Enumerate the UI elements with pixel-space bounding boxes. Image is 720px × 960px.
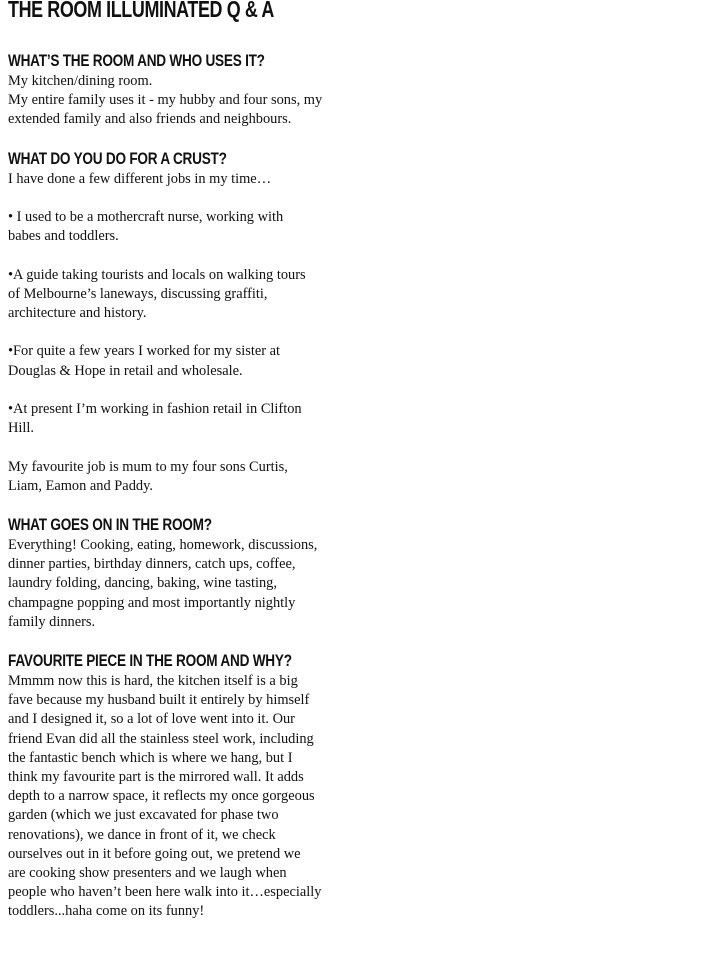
answer-line: renovations), we dance in front of it, we check [8, 826, 276, 843]
answer-line: Douglas & Hope in retail and wholesale. [8, 362, 243, 379]
answer-line: Everything! Cooking, eating, homework, discussions, [8, 536, 318, 553]
answer-line: •For quite a few years I worked for my sister at [8, 343, 280, 360]
answer-line: • I used to be a mothercraft nurse, working with [8, 209, 284, 225]
qa-section [8, 515, 380, 632]
paragraph-gap [8, 438, 380, 457]
answer-line: babes and toddlers. [8, 228, 119, 245]
answer-line: ourselves out in it before going out, we pretend we [8, 845, 301, 862]
paragraph-gap [8, 246, 380, 265]
question-heading: WHAT’S THE ROOM AND WHO USES IT? [8, 51, 265, 70]
qa-section [8, 651, 380, 922]
answer-line: I have done a few different jobs in my time… [8, 170, 272, 187]
answer-line: Hill. [8, 420, 34, 437]
answer-line: family dinners. [8, 613, 96, 630]
answer-line: are cooking show presenters and we laugh when [8, 865, 287, 882]
answer-line: My entire family uses it - my hubby and four sons, my [8, 92, 323, 109]
paragraph-gap [8, 189, 380, 208]
answer-line: Liam, Eamon and Paddy. [8, 477, 153, 494]
answer-line: fave because my husband built it entirely by himself [8, 692, 310, 709]
question-heading: WHAT DO YOU DO FOR A CRUST? [8, 148, 227, 168]
answer-line: •A guide taking tourists and locals on walking tours [8, 266, 306, 283]
qa-sections [8, 51, 380, 922]
answer-line: extended family and also friends and neighbours. [8, 111, 292, 128]
answer-line: Mmmm now this is hard, the kitchen itself is a big [8, 673, 298, 689]
answer-line: champagne popping and most importantly nightly [8, 594, 296, 611]
answer-line: My favourite job is mum to my four sons Curtis, [8, 458, 288, 475]
paragraph-gap [8, 323, 380, 342]
answer-line: think my favourite part is the mirrored wall. It adds [8, 769, 304, 786]
paragraph-gap [8, 381, 380, 400]
answer-line: toddlers...haha come on its funny! [8, 903, 205, 920]
answer-line: architecture and history. [8, 305, 147, 321]
answer-line: laundry folding, dancing, baking, wine tasting, [8, 575, 277, 592]
answer-line: the fantastic bench which is where we hang, but I [8, 749, 293, 766]
answer-line: people who haven’t been here walk into it…especially [8, 884, 322, 901]
answer-line: dinner parties, birthday dinners, catch ups, coffee, [8, 556, 296, 573]
question-heading: WHAT GOES ON IN THE ROOM? [8, 514, 212, 534]
qa-section [8, 51, 380, 130]
answer-line: of Melbourne’s laneways, discussing graffiti, [8, 285, 268, 302]
qa-section [8, 149, 380, 496]
answer-line: My kitchen/dining room. [8, 73, 153, 89]
answer-line: and I designed it, so a lot of love went into it. Our [8, 711, 295, 728]
answer-line: garden (which we just excavated for phase two [8, 807, 279, 824]
answer-line: depth to a narrow space, it reflects my once gorgeous [8, 788, 315, 805]
question-heading: FAVOURITE PIECE IN THE ROOM AND WHY? [8, 651, 292, 670]
qa-document [8, 0, 380, 922]
answer-line: friend Evan did all the stainless steel work, including [8, 730, 314, 747]
answer-line: •At present I’m working in fashion retail in Clifton [8, 400, 302, 417]
page-title: THE ROOM ILLUMINATED Q & A [8, 0, 274, 22]
